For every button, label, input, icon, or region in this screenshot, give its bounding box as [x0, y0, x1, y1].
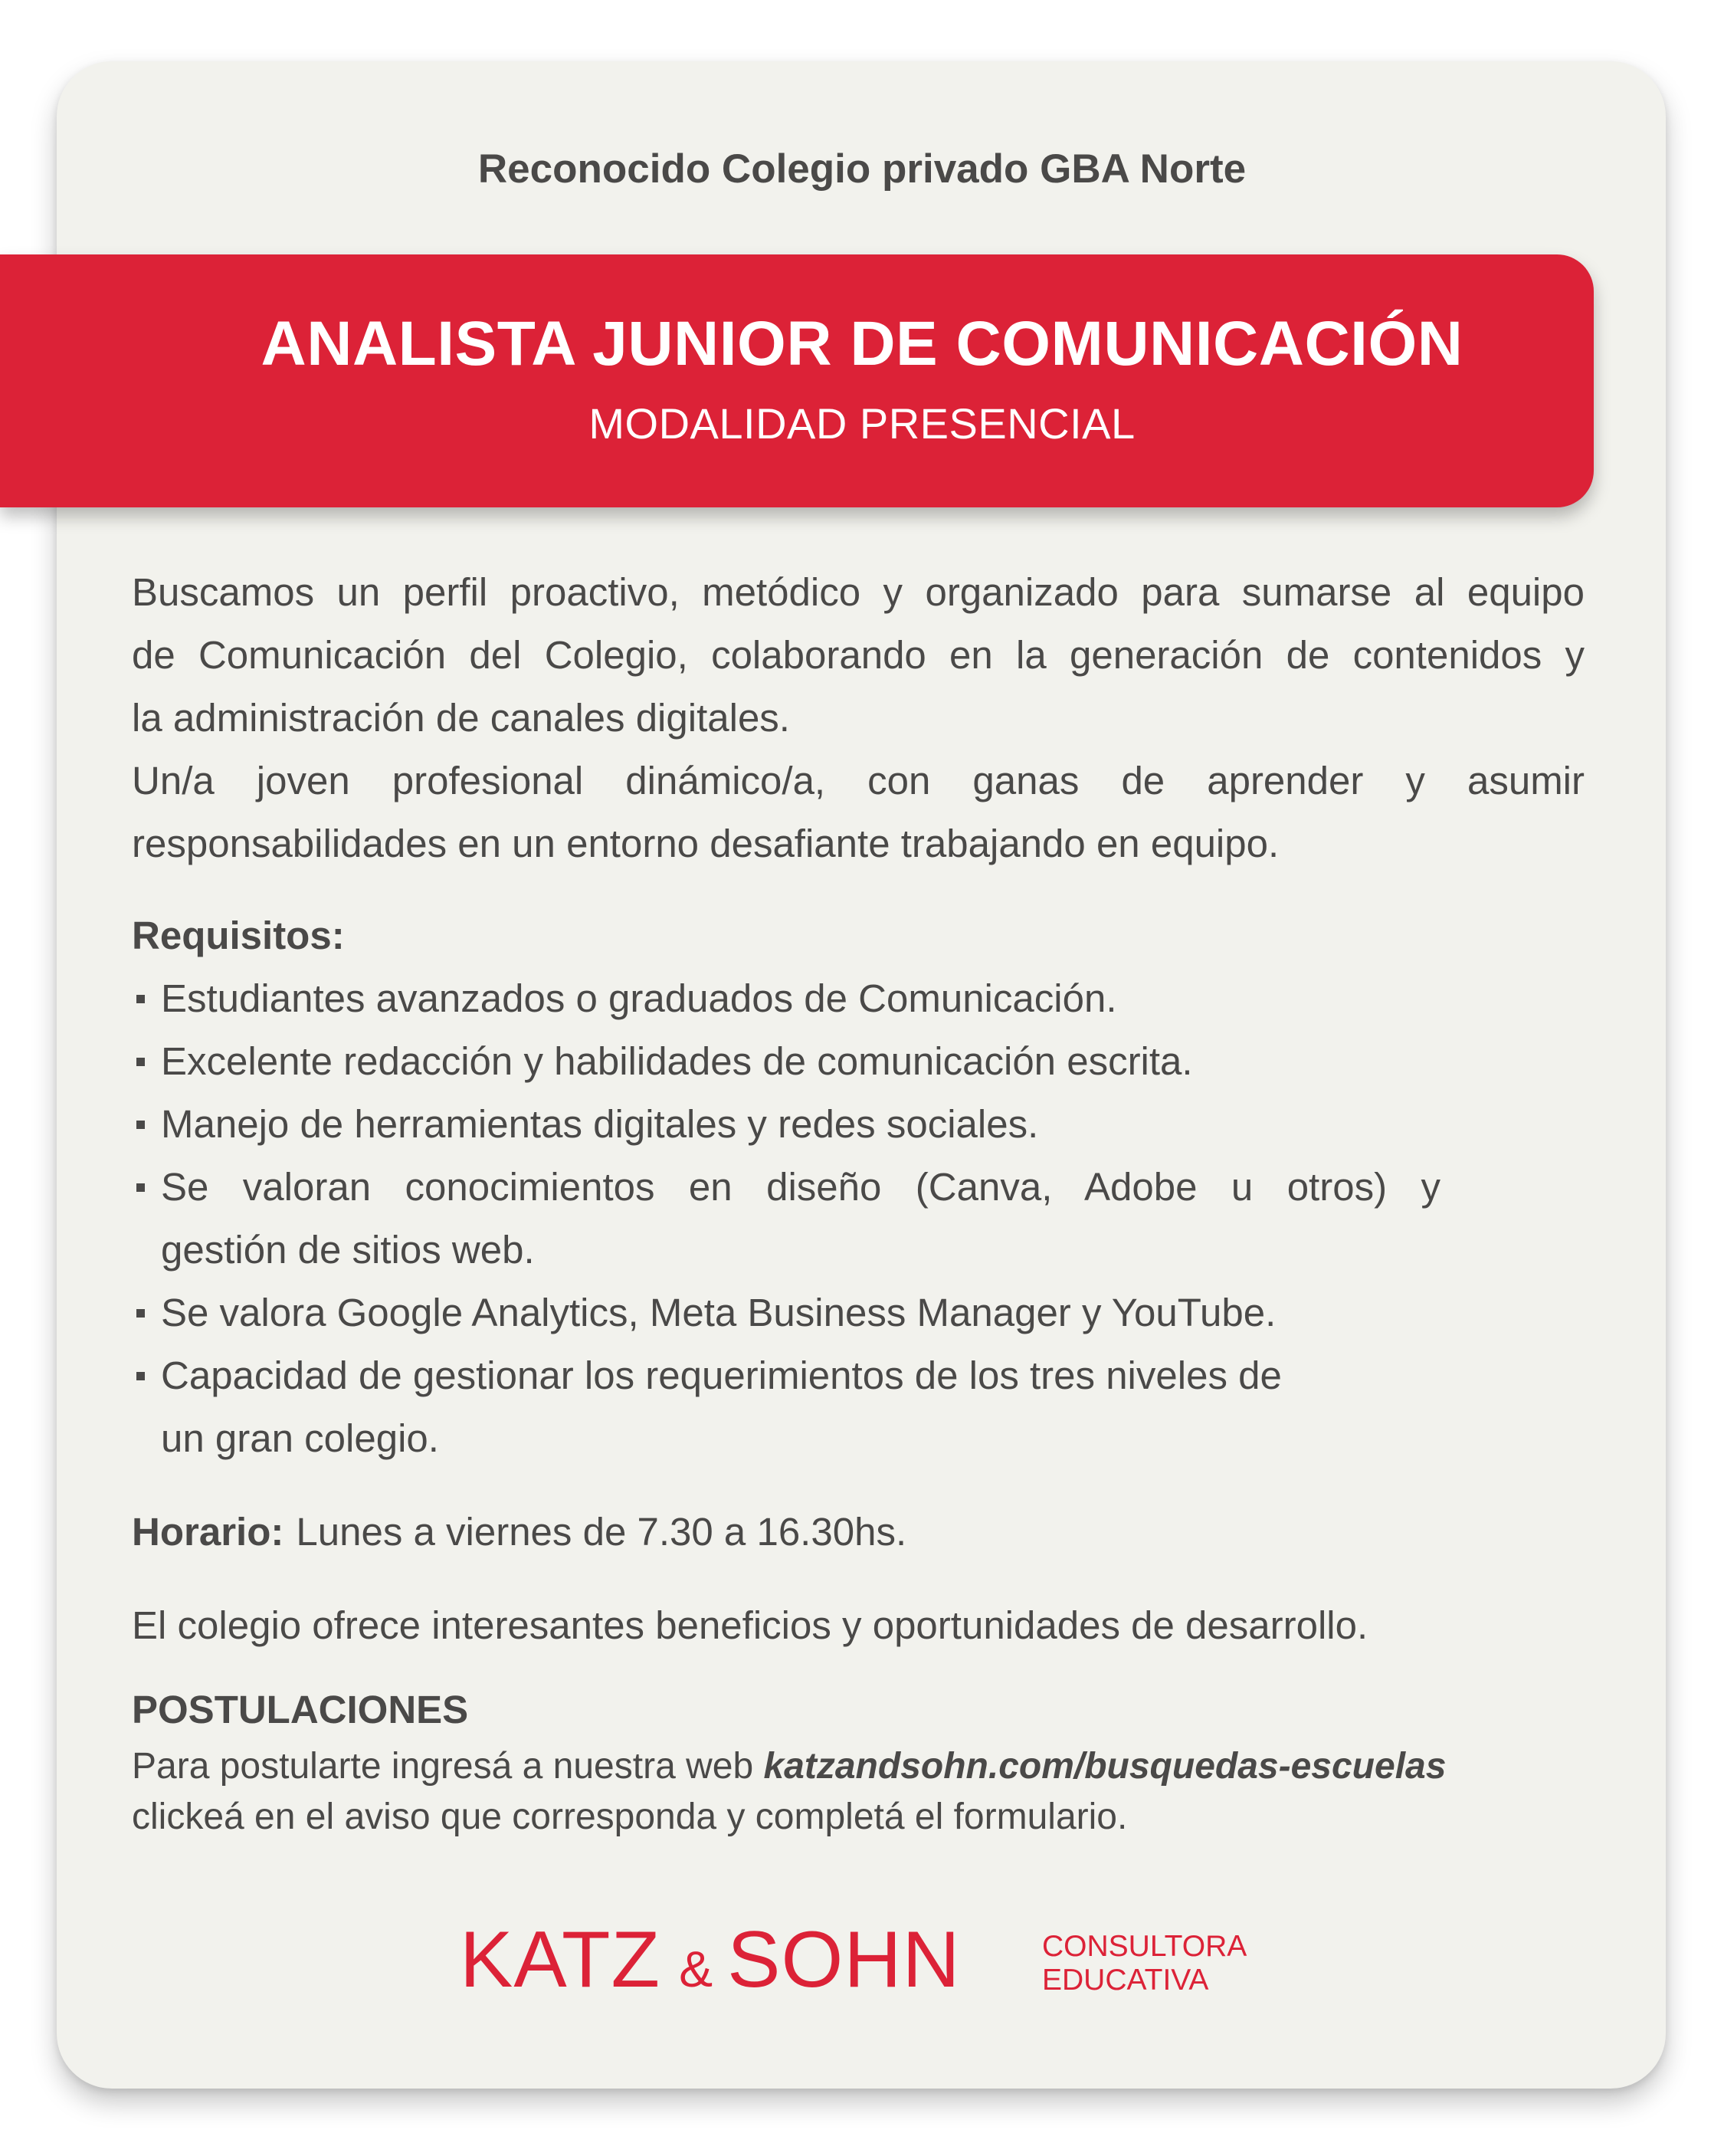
logo-sohn: SOHN [727, 1915, 961, 2004]
employer-subtitle: Reconocido Colegio privado GBA Norte [477, 146, 1247, 192]
logo-tagline-line: EDUCATIVA [1042, 1964, 1209, 1997]
applications-line: clickeá en el aviso que corresponda y completá el formulario. [132, 1797, 1128, 1837]
requirement-text: Manejo de herramientas digitales y redes sociales. [161, 1102, 1039, 1146]
list-item [132, 1156, 1585, 1281]
requirement-text-cont: un gran colegio. [161, 1416, 439, 1460]
list-item [132, 1093, 1585, 1156]
intro-paragraph-2 [132, 750, 1585, 875]
logo-wordmark [460, 1915, 961, 2006]
requirements-heading: Requisitos: [132, 914, 345, 957]
intro-paragraph-1 [132, 561, 1585, 750]
bullet-icon [136, 1121, 145, 1129]
intro-line: la administración de canales digitales. [132, 696, 790, 740]
benefits-text: El colegio ofrece interesantes beneficios y oportunidades de desarrollo. [132, 1603, 1368, 1647]
requirement-text: Capacidad de gestionar los requerimientos de los tres niveles de [161, 1354, 1282, 1397]
intro-line: Un/a joven profesional dinámico/a, con ganas de aprender y asumir [132, 759, 1585, 802]
applications-line [132, 1741, 1585, 1792]
requirement-text: Estudiantes avanzados o graduados de Comunicación. [161, 976, 1117, 1020]
title-banner [0, 254, 1594, 507]
posting-body [132, 561, 1585, 1843]
list-item [132, 1281, 1585, 1344]
requirement-text: Excelente redacción y habilidades de comunicación escrita. [161, 1039, 1193, 1083]
intro-line: responsabilidades en un entorno desafiante trabajando en equipo. [132, 822, 1280, 865]
list-item [132, 1030, 1585, 1093]
job-modality: MODALIDAD PRESENCIAL [588, 399, 1136, 448]
schedule-label: Horario: [132, 1510, 284, 1554]
applications-url[interactable]: katzandsohn.com/busquedas-escuelas [763, 1746, 1447, 1787]
list-item [132, 1344, 1585, 1470]
bullet-icon [136, 995, 145, 1003]
bullet-icon [136, 1372, 145, 1380]
intro-line: de Comunicación del Colegio, colaborando en la generación de contenidos y [132, 633, 1585, 677]
logo-tagline-line: CONSULTORA [1042, 1930, 1247, 1963]
bullet-icon [136, 1309, 145, 1318]
requirement-text: Se valoran conocimientos en diseño (Canva, Adobe u otros) y [161, 1165, 1440, 1209]
logo-katz: KATZ [460, 1915, 661, 2004]
applications-text [132, 1741, 1585, 1843]
applications-heading: POSTULACIONES [132, 1688, 469, 1731]
logo-tagline [1042, 1930, 1247, 1997]
requirements-list [132, 967, 1585, 1470]
intro-line: Buscamos un perfil proactivo, metódico y organizado para sumarse al equipo [132, 570, 1585, 614]
schedule-value: Lunes a viernes de 7.30 a 16.30hs. [296, 1510, 907, 1554]
bullet-icon [136, 1183, 145, 1192]
job-title: ANALISTA JUNIOR DE COMUNICACIÓN [261, 309, 1463, 379]
requirement-text-cont: gestión de sitios web. [161, 1228, 535, 1272]
logo-ampersand: & [679, 1941, 714, 1997]
bullet-icon [136, 1058, 145, 1066]
schedule [132, 1501, 1585, 1564]
requirement-text: Se valora Google Analytics, Meta Business Manager y YouTube. [161, 1291, 1277, 1334]
list-item [132, 967, 1585, 1030]
applications-prefix: Para postularte ingresá a nuestra web [132, 1746, 764, 1787]
